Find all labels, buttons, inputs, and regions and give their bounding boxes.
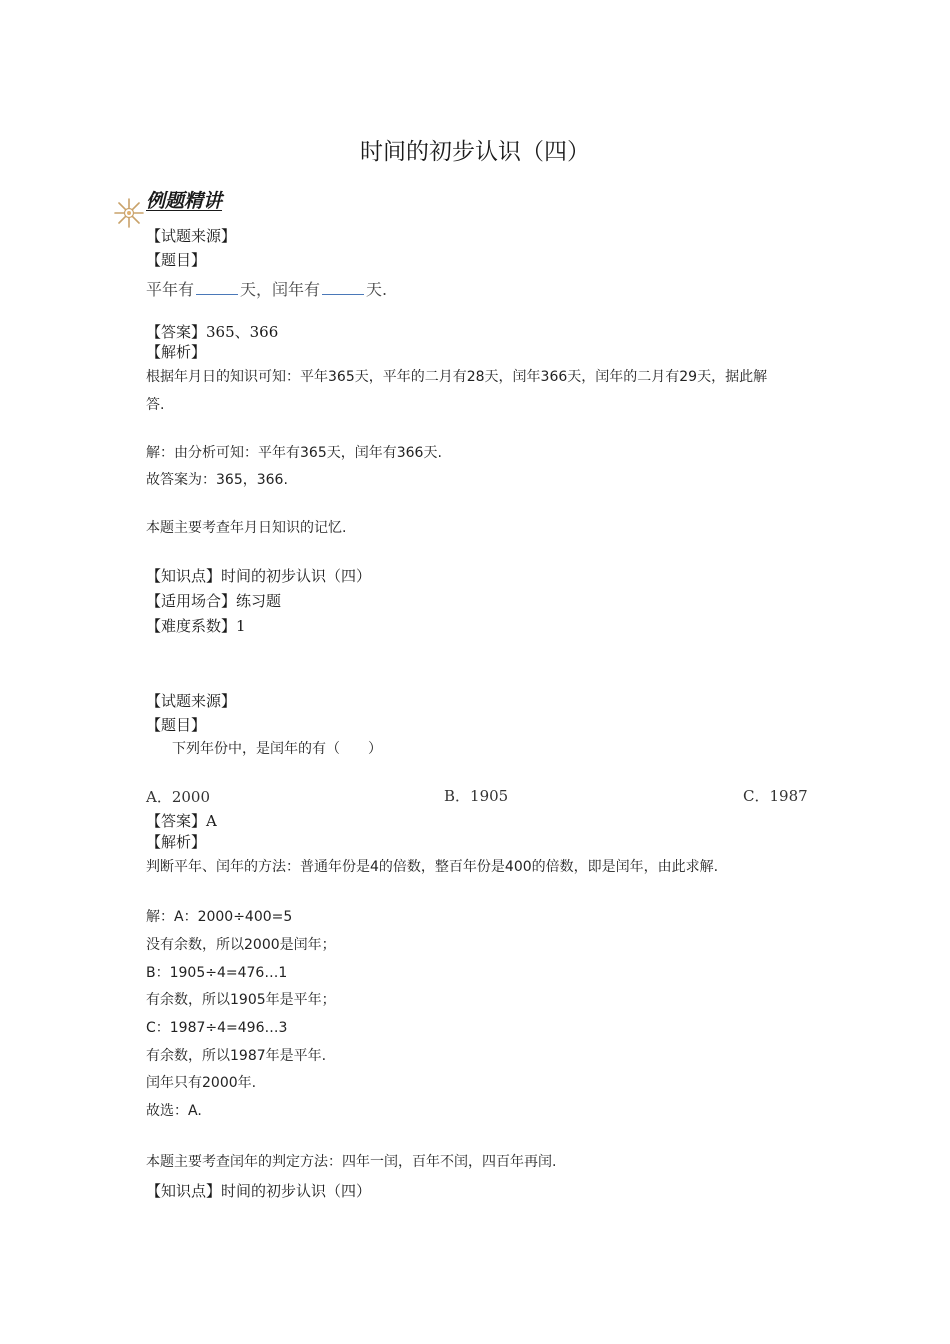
q1-analysis-line2: 答. (146, 397, 165, 413)
q1-blank-1[interactable] (196, 280, 238, 295)
q1-question-part2: 天，闰年有 (240, 280, 321, 299)
q1-answer: 【答案】365、366 (146, 323, 279, 341)
q2-solution-line: C：1987÷4=496…3 (146, 1020, 288, 1036)
q1-question-label: 【题目】 (146, 251, 207, 269)
page-title: 时间的初步认识（四） (360, 139, 590, 165)
q2-solution-line: 解：A：2000÷400=5 (146, 909, 293, 925)
q2-solution-line: B：1905÷4=476…1 (146, 965, 288, 981)
q2-answer: 【答案】A (146, 812, 217, 830)
q1-occasion: 【适用场合】练习题 (146, 592, 282, 610)
q1-blank-2[interactable] (322, 280, 364, 295)
q1-solution-line1: 解：由分析可知：平年有365天，闰年有366天. (146, 445, 442, 461)
q2-solution-line: 有余数，所以1987年是平年. (146, 1048, 327, 1064)
sparkle-icon (112, 196, 146, 230)
q1-difficulty: 【难度系数】1 (146, 617, 246, 635)
q1-summary: 本题主要考查年月日知识的记忆. (146, 520, 347, 536)
q2-source-label: 【试题来源】 (146, 692, 237, 710)
q2-option-b[interactable]: B．1905 (444, 787, 509, 805)
q2-analysis-label: 【解析】 (146, 833, 207, 851)
q2-solution-line: 没有余数，所以2000是闰年； (146, 937, 336, 953)
q2-question: 下列年份中，是闰年的有（ ） (172, 741, 382, 757)
q1-analysis-line1: 根据年月日的知识可知：平年365天，平年的二月有28天，闰年366天，闰年的二月有29天，据此解 (146, 369, 768, 385)
q1-source-label: 【试题来源】 (146, 227, 237, 245)
q2-knowledge: 【知识点】时间的初步认识（四） (146, 1182, 372, 1200)
q2-question-label: 【题目】 (146, 716, 207, 734)
q2-option-c[interactable]: C．1987 (743, 787, 808, 805)
q1-question (146, 277, 387, 300)
q2-solution-line: 有余数，所以1905年是平年； (146, 992, 336, 1008)
q2-analysis: 判断平年、闰年的方法：普通年份是4的倍数，整百年份是400的倍数，即是闰年，由此求解. (146, 859, 719, 875)
q2-summary: 本题主要考查闰年的判定方法：四年一闰，百年不闰，四百年再闰. (146, 1154, 557, 1170)
q1-analysis-label: 【解析】 (146, 343, 207, 361)
q1-question-part3: 天. (366, 280, 388, 299)
q2-solution-line: 故选：A. (146, 1103, 202, 1119)
q1-question-part1: 平年有 (146, 280, 195, 299)
q1-knowledge: 【知识点】时间的初步认识（四） (146, 567, 372, 585)
q1-solution-line2: 故答案为：365，366. (146, 472, 288, 488)
q2-option-a[interactable]: A．2000 (146, 788, 211, 806)
section-title: 例题精讲 (146, 190, 223, 212)
q2-solution-line: 闰年只有2000年. (146, 1075, 257, 1091)
